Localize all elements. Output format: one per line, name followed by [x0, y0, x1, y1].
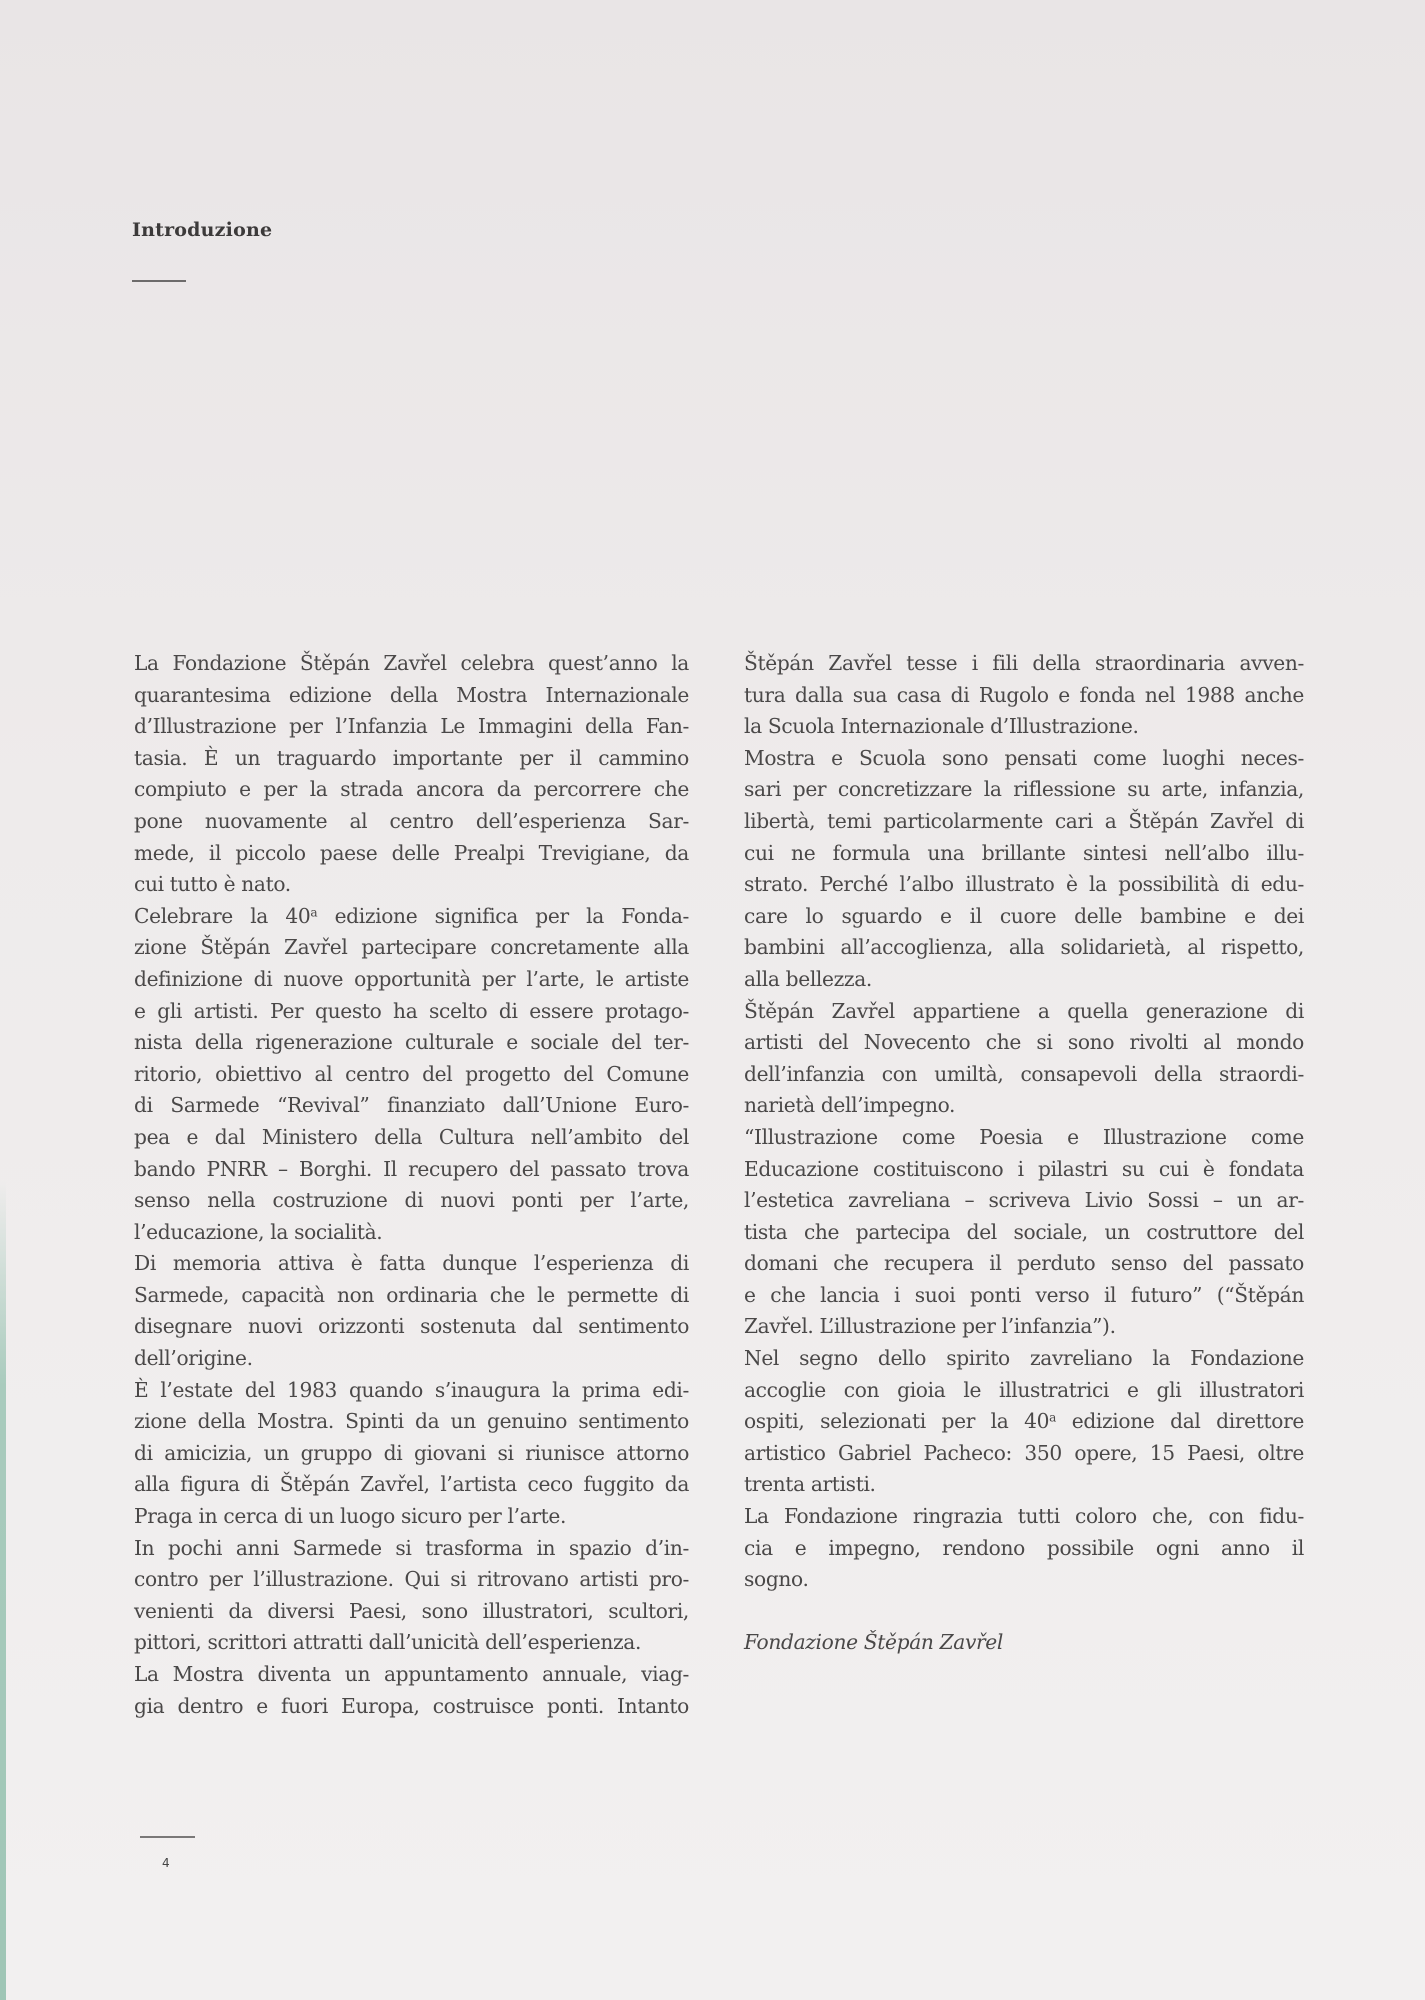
text-line: tista che partecipa del sociale, un costruttore del [744, 1219, 1304, 1244]
text-line: Zavřel. L’illustrazione per l’infanzia”). [744, 1314, 1116, 1339]
text-line: zione della Mostra. Spinti da un genuino sentimento [134, 1409, 689, 1434]
text-line: e gli artisti. Per questo ha scelto di essere protago- [134, 998, 689, 1023]
text-line: disegnare nuovi orizzonti sostenuta dal sentimento [134, 1314, 689, 1339]
text-line: Educazione costituiscono i pilastri su cui è fondata [744, 1156, 1304, 1181]
text-line: tura dalla sua casa di Rugolo e fonda nel 1988 anche [744, 682, 1304, 707]
text-line: libertà, temi particolarmente cari a Štěpán Zavřel di [744, 808, 1304, 833]
text-line: pone nuovamente al centro dell’esperienza Sar- [134, 808, 689, 833]
text-line: domani che recupera il perduto senso del passato [744, 1251, 1304, 1276]
page-number-rule [140, 1836, 195, 1838]
text-line: care lo sguardo e il cuore delle bambine e dei [744, 903, 1304, 928]
text-line: Štěpán Zavřel tesse i fili della straordinaria avven- [744, 651, 1304, 675]
text-line: la Scuola Internazionale d’Illustrazione. [744, 714, 1139, 739]
text-line: mede, il piccolo paese delle Prealpi Trevigiane, da [134, 840, 689, 865]
text-line: zione Štěpán Zavřel partecipare concretamente alla [134, 935, 689, 960]
text-line: artisti del Novecento che si sono rivolti al mondo [744, 1030, 1304, 1055]
left-column [134, 648, 689, 1722]
text-line: e che lancia i suoi ponti verso il futuro” (“Štěpán [744, 1282, 1304, 1307]
text-line: La Fondazione Štěpán Zavřel celebra quest’anno la [134, 651, 689, 675]
text-line: ritorio, obiettivo al centro del progetto del Comune [134, 1061, 689, 1086]
page-edge-accent [0, 1180, 6, 2000]
text-line: “Illustrazione come Poesia e Illustrazione come [744, 1124, 1304, 1149]
page-title: Introduzione [132, 219, 273, 241]
text-line: senso nella costruzione di nuovi ponti per l’arte, [134, 1188, 689, 1213]
text-line: Sarmede, capacità non ordinaria che le permette di [134, 1282, 689, 1307]
text-line: quarantesima edizione della Mostra Internazionale [134, 682, 689, 707]
text-line: definizione di nuove opportunità per l’arte, le artiste [134, 966, 689, 991]
text-line: bando PNRR – Borghi. Il recupero del passato trova [134, 1156, 689, 1181]
text-line: dell’origine. [134, 1346, 253, 1371]
text-line: cui tutto è nato. [134, 872, 291, 897]
text-line: compiuto e per la strada ancora da percorrere che [134, 777, 689, 802]
text-line: trenta artisti. [744, 1472, 876, 1497]
text-line: cia e impegno, rendono possibile ogni anno il [744, 1535, 1304, 1560]
text-line: di Sarmede “Revival” finanziato dall’Unione Euro- [134, 1093, 689, 1118]
page-number: 4 [162, 1856, 170, 1870]
text-line: Štěpán Zavřel appartiene a quella generazione di [744, 998, 1304, 1023]
text-line: Mostra e Scuola sono pensati come luoghi neces- [744, 745, 1304, 770]
text-line: In pochi anni Sarmede si trasforma in spazio d’in- [134, 1535, 689, 1560]
text-line: bambini all’accoglienza, alla solidarietà, al rispetto, [744, 935, 1304, 960]
text-line: contro per l’illustrazione. Qui si ritrovano artisti pro- [134, 1567, 689, 1592]
text-line: Di memoria attiva è fatta dunque l’esperienza di [134, 1251, 689, 1276]
right-column [744, 648, 1304, 1659]
text-line: Celebrare la 40$^a$ edizione significa per la Fonda- [134, 903, 689, 928]
text-line: di amicizia, un gruppo di giovani si riunisce attorno [134, 1440, 689, 1465]
text-line: Nel segno dello spirito zavreliano la Fondazione [744, 1346, 1304, 1371]
text-line: d’Illustrazione per l’Infanzia Le Immagini della Fan- [134, 714, 689, 739]
text-line: pea e dal Ministero della Cultura nell’ambito del [134, 1124, 689, 1149]
text-line: accoglie con gioia le illustratrici e gli illustratori [744, 1377, 1304, 1402]
text-line: artistico Gabriel Pacheco: 350 opere, 15 Paesi, oltre [744, 1440, 1304, 1465]
text-line: La Fondazione ringrazia tutti coloro che, con fidu- [744, 1504, 1304, 1529]
text-line: dell’infanzia con umiltà, consapevoli della straordi- [744, 1061, 1304, 1086]
text-line: l’estetica zavreliana – scriveva Livio Sossi – un ar- [744, 1188, 1304, 1213]
title-rule [132, 280, 186, 282]
text-line: La Mostra diventa un appuntamento annuale, viag- [134, 1662, 689, 1686]
text-line: tasia. È un traguardo importante per il cammino [134, 745, 689, 770]
text-line: Praga in cerca di un luogo sicuro per l’arte. [134, 1504, 567, 1529]
text-line: venienti da diversi Paesi, sono illustratori, scultori, [134, 1598, 689, 1623]
text-line: sogno. [744, 1567, 809, 1592]
text-line: È l’estate del 1983 quando s’inaugura la prima edi- [134, 1377, 689, 1402]
text-line: strato. Perché l’albo illustrato è la possibilità di edu- [744, 872, 1304, 897]
spacer [744, 1596, 1304, 1628]
text-line: cui ne formula una brillante sintesi nell’albo illu- [744, 840, 1304, 865]
text-line: sari per concretizzare la riflessione su arte, infanzia, [744, 777, 1304, 802]
text-line: alla figura di Štěpán Zavřel, l’artista ceco fuggito da [134, 1472, 689, 1497]
text-line: narietà dell’impegno. [744, 1093, 956, 1118]
text-line: gia dentro e fuori Europa, costruisce ponti. Intanto [134, 1693, 689, 1718]
text-line: nista della rigenerazione culturale e sociale del ter- [134, 1030, 689, 1055]
text-line: pittori, scrittori attratti dall’unicità dell’esperienza. [134, 1630, 642, 1655]
signature: Fondazione Štěpán Zavřel [744, 1630, 1004, 1655]
text-line: alla bellezza. [744, 966, 872, 991]
text-line: l’educazione, la socialità. [134, 1219, 383, 1244]
text-line: ospiti, selezionati per la 40$^a$ edizione dal direttore [744, 1409, 1304, 1434]
